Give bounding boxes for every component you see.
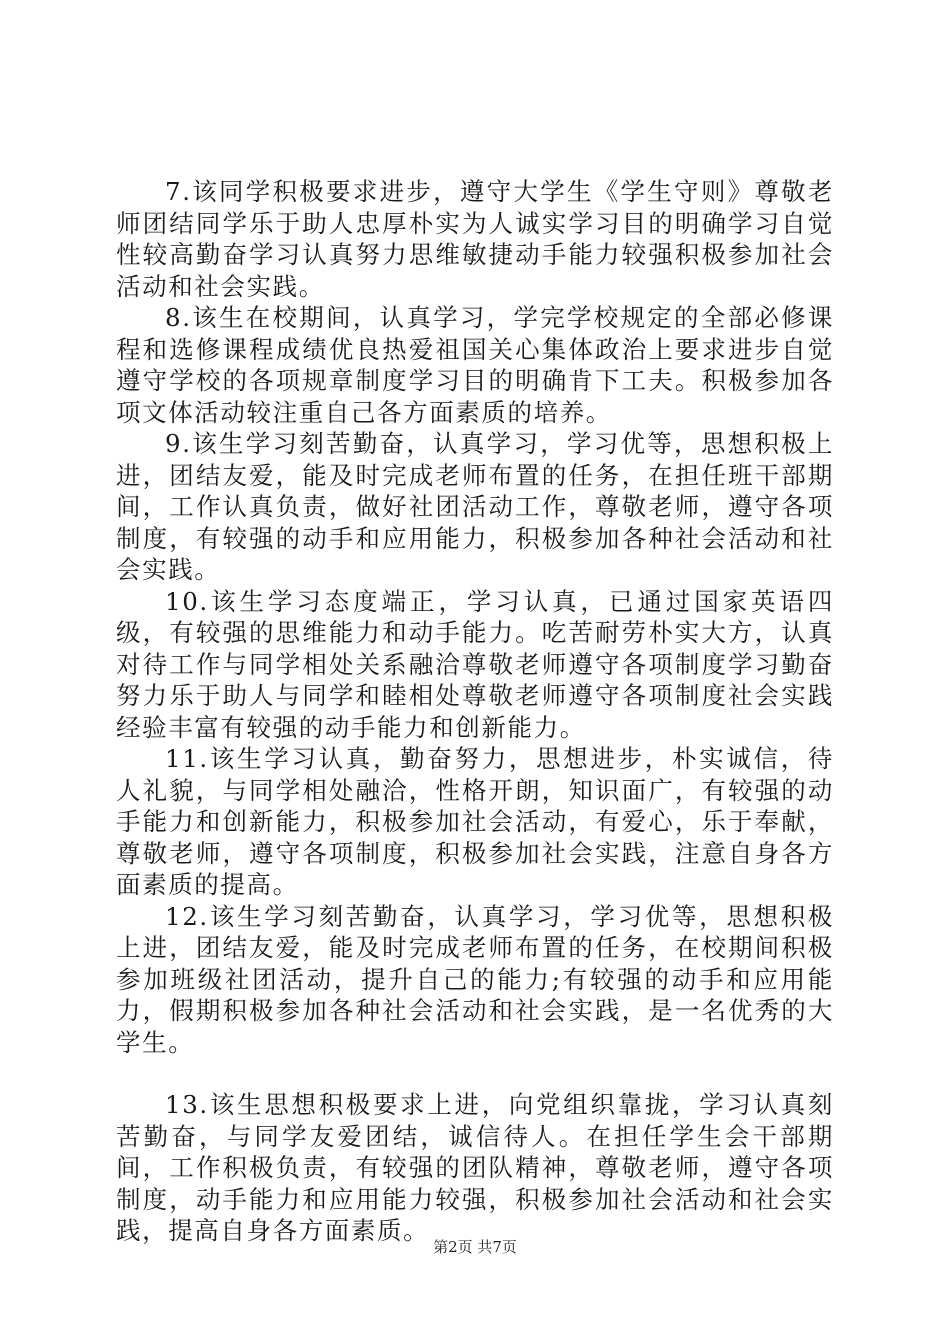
- paragraph-7: 7.该同学积极要求进步，遵守大学生《学生守则》尊敬老师团结同学乐于助人忠厚朴实为人诚实学习目的明确学习自觉性较高勤奋学习认真努力思维敏捷动手能力较强积极参加社会活动和社会实践。: [116, 177, 834, 301]
- document-body: [116, 176, 834, 1247]
- paragraph-9: 9.该生学习刻苦勤奋，认真学习，学习优等，思想积极上进，团结友爱，能及时完成老师布置的任务，在担任班干部期间，工作认真负责，做好社团活动工作，尊敬老师，遵守各项制度，有较强的动手和应用能力，积极参加各种社会活动和社会实践。: [116, 429, 834, 584]
- paragraph-8: 8.该生在校期间，认真学习，学完学校规定的全部必修课程和选修课程成绩优良热爱祖国关心集体政治上要求进步自觉遵守学校的各项规章制度学习目的明确肯下工夫。积极参加各项文体活动较注重自己各方面素质的培养。: [116, 303, 834, 427]
- paragraph-11: 11.该生学习认真，勤奋努力，思想进步，朴实诚信，待人礼貌，与同学相处融洽，性格开朗，知识面广，有较强的动手能力和创新能力，积极参加社会活动，有爱心，乐于奉献，尊敬老师，遵守各项制度，积极参加社会实践，注意自身各方面素质的提高。: [116, 744, 834, 899]
- paragraph-13: 13.该生思想积极要求上进，向党组织靠拢，学习认真刻苦勤奋，与同学友爱团结，诚信待人。在担任学生会干部期间，工作积极负责，有较强的团队精神，尊敬老师，遵守各项制度，动手能力和应用能力较强，积极参加社会活动和社会实践，提高自身各方面素质。: [116, 1090, 834, 1245]
- paragraph-10: 10.该生学习态度端正，学习认真，已通过国家英语四级，有较强的思维能力和动手能力。吃苦耐劳朴实大方，认真对待工作与同学相处关系融洽尊敬老师遵守各项制度学习勤奋努力乐于助人与同学和睦相处尊敬老师遵守各项制度社会实践经验丰富有较强的动手能力和创新能力。: [116, 586, 834, 742]
- page-footer: 第2页 共7页: [433, 1238, 517, 1256]
- paragraph-12: 12.该生学习刻苦勤奋，认真学习，学习优等，思想积极上进，团结友爱，能及时完成老师布置的任务，在校期间积极参加班级社团活动，提升自己的能力;有较强的动手和应用能力，假期积极参加各种社会活动和社会实践，是一名优秀的大学生。: [116, 901, 834, 1057]
